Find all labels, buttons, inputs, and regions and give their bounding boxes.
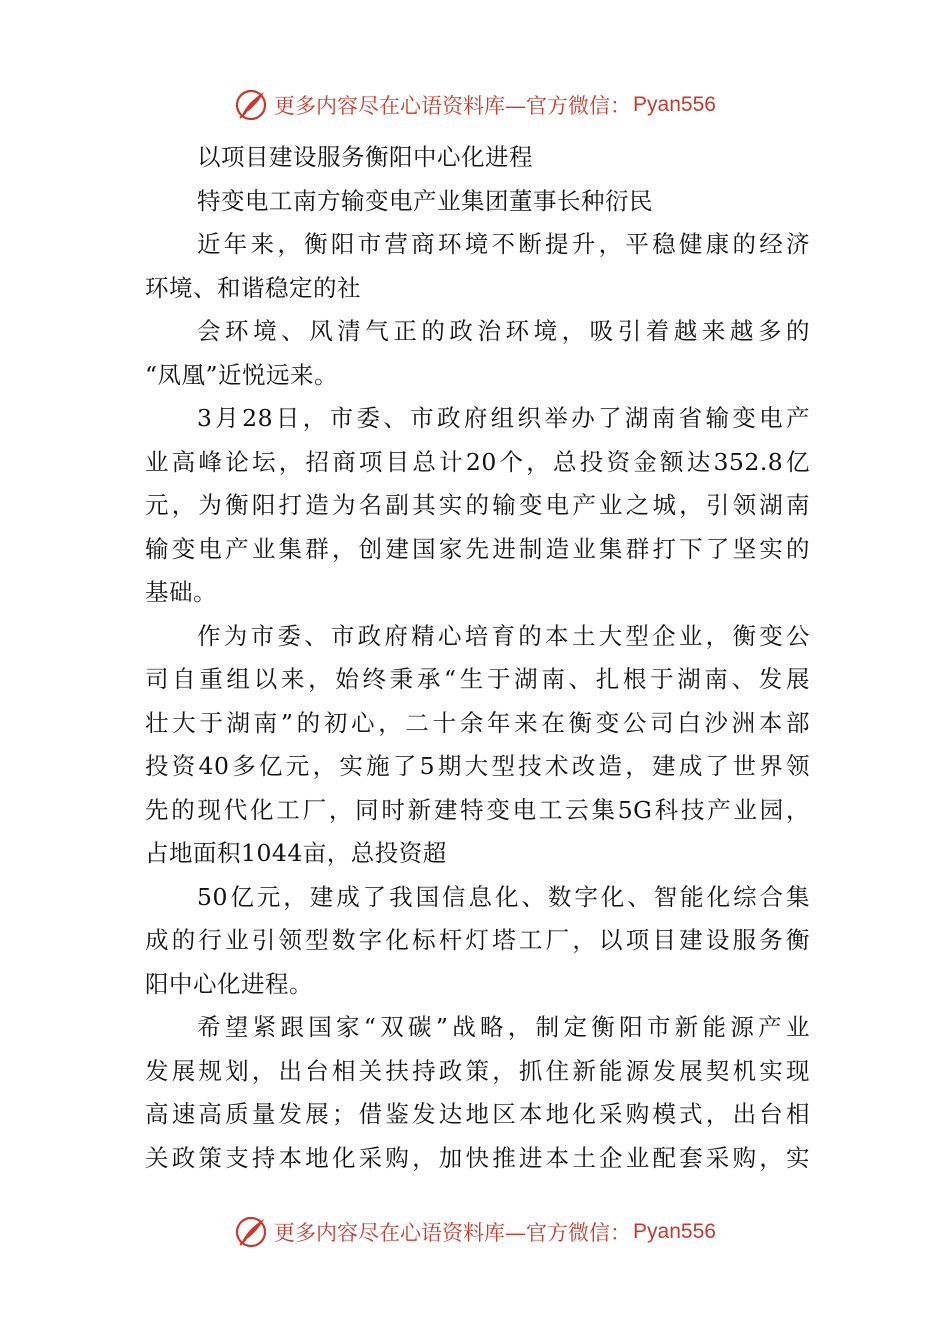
text-line: 基础。 xyxy=(145,578,217,606)
text-line: 会环境、风清气正的政治环境，吸引着越来越多的 xyxy=(197,317,810,345)
text-line: 3月28日，市委、市政府组织举办了湖南省输变电产 xyxy=(197,404,810,432)
text-line: 投资40多亿元，实施了5期大型技术改造，建成了世界领 xyxy=(145,752,810,780)
watermark-wechat-id: Pyan556 xyxy=(633,93,716,116)
text-line: 占地面积1044亩，总投资超 xyxy=(145,839,447,867)
text-line: 先的现代化工厂，同时新建特变电工云集5G科技产业园， xyxy=(145,795,810,824)
document-body xyxy=(145,136,810,1180)
text-line: 司自重组以来，始终秉承“生于湖南、扎根于湖南、发展 xyxy=(145,665,810,693)
watermark-wechat-id: Pyan556 xyxy=(633,1220,716,1243)
text-line: 高速高质量发展；借鉴发达地区本地化采购模式，出台相 xyxy=(145,1100,810,1128)
text-line: 特变电工南方输变电产业集团董事长种衍民 xyxy=(197,186,653,215)
text-line: 壮大于湖南”的初心，二十余年来在衡变公司白沙洲本部 xyxy=(145,708,810,737)
text-line: 关政策支持本地化采购，加快推进本土企业配套采购，实 xyxy=(145,1143,810,1172)
text-line: 成的行业引领型数字化标杆灯塔工厂，以项目建设服务衡 xyxy=(145,926,810,954)
text-line: 近年来，衡阳市营商环境不断提升，平稳健康的经济 xyxy=(197,230,810,258)
text-line: 输变电产业集群，创建国家先进制造业集群打下了坚实的 xyxy=(145,534,810,563)
text-line: 发展规划，出台相关扶持政策，抓住新能源发展契机实现 xyxy=(145,1056,810,1085)
quill-logo-icon xyxy=(234,88,268,122)
text-line: 50亿元，建成了我国信息化、数字化、智能化综合集 xyxy=(197,882,810,911)
text-line: 业高峰论坛，招商项目总计20个，总投资金额达352.8亿 xyxy=(145,447,810,476)
watermark-footer xyxy=(0,1209,950,1255)
watermark-prefix: 更多内容尽在心语资料库—官方微信： xyxy=(274,94,632,118)
quill-logo-icon xyxy=(234,1215,268,1249)
watermark-header xyxy=(0,82,950,128)
text-line: 环境、和谐稳定的社 xyxy=(145,273,361,302)
watermark-prefix: 更多内容尽在心语资料库—官方微信： xyxy=(274,1221,632,1245)
text-line: 以项目建设服务衡阳中心化进程 xyxy=(197,143,533,171)
text-line: 元，为衡阳打造为名副其实的输变电产业之城，引领湖南 xyxy=(145,491,810,519)
text-line: 作为市委、市政府精心培育的本土大型企业，衡变公 xyxy=(197,621,810,650)
text-line: 希望紧跟国家“双碳”战略，制定衡阳市新能源产业 xyxy=(197,1013,810,1041)
text-line: 阳中心化进程。 xyxy=(145,969,313,998)
text-line: “凤凰”近悦远来。 xyxy=(145,360,339,389)
